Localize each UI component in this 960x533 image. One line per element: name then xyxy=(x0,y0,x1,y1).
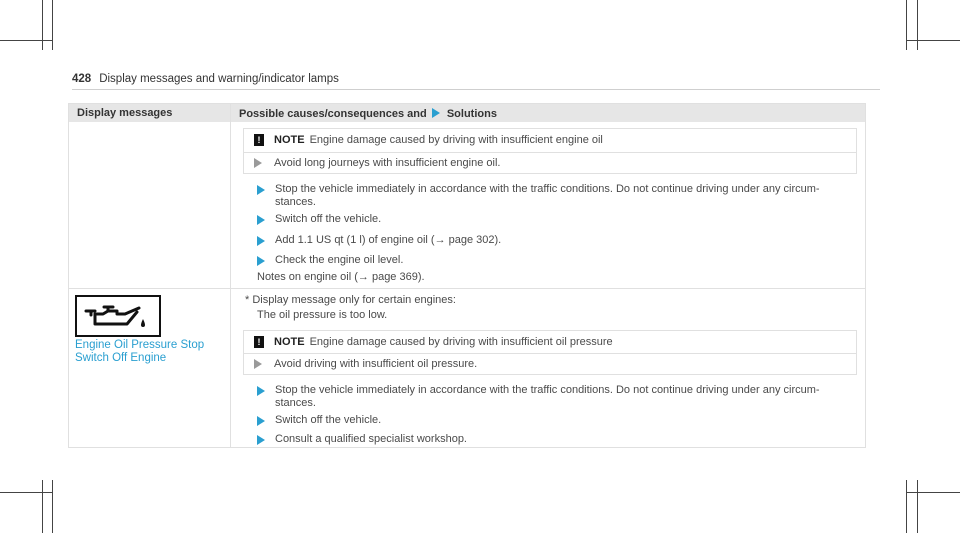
note-box xyxy=(243,128,857,174)
step-arrow-icon xyxy=(257,236,265,246)
column-divider xyxy=(230,104,231,447)
note-row xyxy=(244,129,856,153)
crop-mark xyxy=(917,0,918,50)
step-text: Consult a qualified specialist workshop. xyxy=(275,433,467,445)
step-arrow-icon xyxy=(257,215,265,225)
note-description: Engine damage caused by driving with insufficient oil pressure xyxy=(309,336,613,348)
note-label: NOTE xyxy=(274,134,305,146)
crop-mark xyxy=(0,492,52,493)
col-header-messages: Display messages xyxy=(77,107,173,119)
note-step-text: Avoid driving with insufficient oil pressure. xyxy=(274,358,478,370)
row-divider xyxy=(69,288,865,289)
note-step-text: Avoid long journeys with insufficient engine oil. xyxy=(274,157,501,169)
page-title: Display messages and warning/indicator lamps xyxy=(99,73,339,85)
step-text: stances. xyxy=(275,397,316,409)
crop-mark xyxy=(917,480,918,533)
crop-mark xyxy=(42,480,43,533)
note-label: NOTE xyxy=(274,336,305,348)
cause-text: The oil pressure is too low. xyxy=(257,309,388,321)
step-arrow-icon xyxy=(254,158,262,168)
step-text: Add 1.1 US qt (1 l) of engine oil (→ page 302). xyxy=(275,234,502,246)
step-text: Switch off the vehicle. xyxy=(275,414,382,426)
notes-reference: Notes on engine oil (→ page 369). xyxy=(257,271,425,283)
engine-oil-icon xyxy=(75,295,161,337)
table-header xyxy=(69,104,865,122)
step-arrow-icon xyxy=(257,416,265,426)
step-text: Stop the vehicle immediately in accordance with the traffic conditions. Do not continue driving under any circum- xyxy=(275,384,820,396)
step-arrow-icon xyxy=(257,185,265,195)
crop-mark xyxy=(0,40,52,41)
header-divider xyxy=(72,89,880,90)
step-arrow-icon xyxy=(257,386,265,396)
note-text xyxy=(274,134,603,147)
crop-mark xyxy=(906,40,960,41)
col-header-solutions-text: Solutions xyxy=(446,108,497,120)
note-description: Engine damage caused by driving with insufficient engine oil xyxy=(309,134,603,146)
col-header-causes-text: Possible causes/consequences and xyxy=(239,108,427,120)
step-text: Switch off the vehicle. xyxy=(275,213,382,225)
step-arrow-icon xyxy=(257,435,265,445)
note-box xyxy=(243,330,857,375)
step-text: stances. xyxy=(275,196,316,208)
crop-mark xyxy=(906,0,907,50)
solution-arrow-icon xyxy=(432,108,440,118)
warning-icon: ! xyxy=(254,134,264,146)
note-text xyxy=(274,336,613,349)
step-arrow-icon xyxy=(257,256,265,266)
asterisk-note: * Display message only for certain engines: xyxy=(245,294,456,306)
crop-mark xyxy=(52,480,53,533)
crop-mark xyxy=(906,492,960,493)
crop-mark xyxy=(42,0,43,50)
warning-icon: ! xyxy=(254,336,264,348)
display-message-text: Engine Oil Pressure Stop xyxy=(75,339,205,351)
step-arrow-icon xyxy=(254,359,262,369)
crop-mark xyxy=(52,0,53,50)
note-row xyxy=(244,353,856,375)
display-messages-table xyxy=(68,103,866,448)
display-message-text: Switch Off Engine xyxy=(75,352,167,364)
page-header xyxy=(72,73,339,85)
step-text: Check the engine oil level. xyxy=(275,254,404,266)
step-text: Stop the vehicle immediately in accordance with the traffic conditions. Do not continue driving under any circum- xyxy=(275,183,820,195)
note-row xyxy=(244,331,856,354)
col-header-causes xyxy=(239,107,497,120)
page-number: 428 xyxy=(72,73,92,85)
crop-mark xyxy=(906,480,907,533)
note-row xyxy=(244,152,856,174)
